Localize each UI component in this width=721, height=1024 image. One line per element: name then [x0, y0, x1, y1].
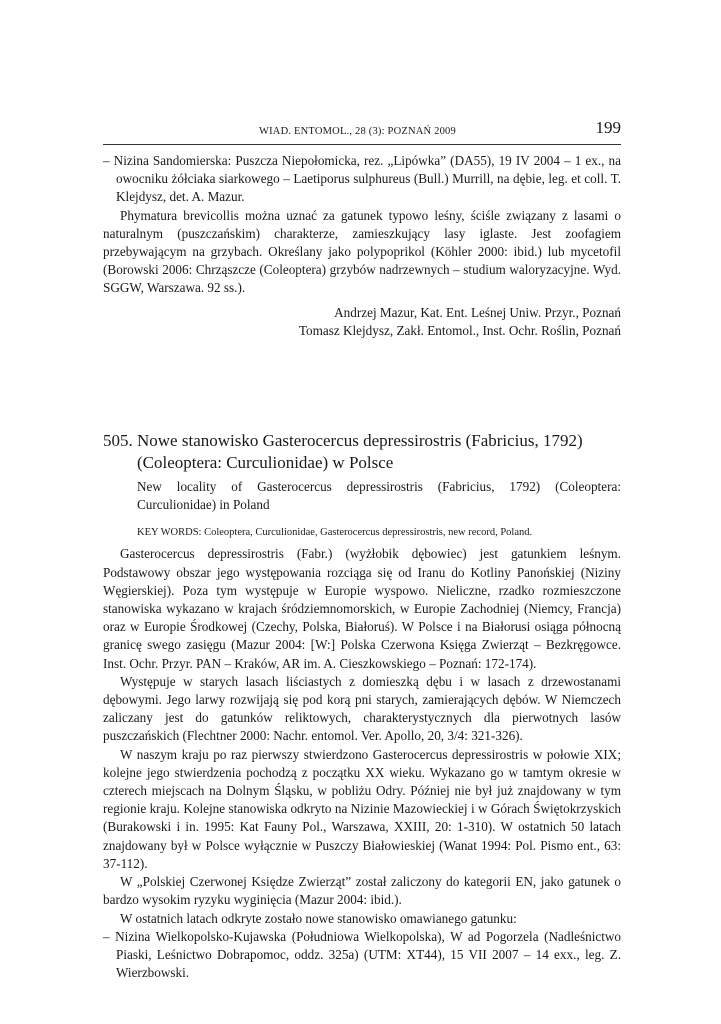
journal-citation: WIAD. ENTOMOL., 28 (3): POZNAŃ 2009 — [259, 126, 456, 137]
page-body — [103, 152, 621, 982]
new-locality-record: – Nizina Wielkopolsko-Kujawska (Południowa Wielkopolska), W ad Pogorzela (Nadleśnictwo Piaski, Leśnictwo Dobrapomoc, oddz. 325a) (UTM: XT44), 15 VII 2007 – 14 exx., leg. Z. Wierzbowski. — [103, 928, 621, 981]
page-number: 199 — [595, 118, 621, 137]
running-header — [103, 118, 621, 142]
paragraph-new-site: W ostatnich latach odkryte zostało nowe stanowisko omawianego gatunku: — [120, 910, 517, 926]
author-line-2: Tomasz Klejdysz, Zakł. Entomol., Inst. Ochr. Roślin, Poznań — [298, 322, 621, 338]
header-rule — [103, 144, 621, 145]
paragraph-habitat: Występuje w starych lasach liściastych z domieszką dębu i w lasach z drzewostanami dębowymi. Jego larwy rozwijają się pod korą pni starych, zamierających dębów. W Niemczech zaliczany jest do gatunków reliktowych, charakterystycznych dla pierwotnych lasów puszczańskich (Flechtner 2000: Nachr. entomol. Ver. Apollo, 20, 3/4: 321-326). — [103, 673, 621, 744]
author-line-1: Andrzej Mazur, Kat. Ent. Leśnej Uniw. Przyr., Poznań — [334, 304, 621, 320]
phymatura-paragraph: Phymatura brevicollis można uznać za gatunek typowo leśny, ściśle związany z lasami o naturalnym (puszczańskim) charakterze, zamieszkujący lasy iglaste. Jest zoofagiem przebywającym na grzybach. Określany jako polypoprikol (Köhler 2000: ibid.) lub mycetofil (Borowski 2006: Chrząszcze (Coleoptera) grzybów nadrzewnych – studium waloryzacyjne. Wyd. SGGW, Warszawa. 92 ss.). — [103, 207, 621, 296]
article-title-english: New locality of Gasterocercus depressirostris (Fabricius, 1792) (Coleoptera: Curculionidae) in Poland — [137, 479, 621, 513]
paragraph-distribution: Gasterocercus depressirostris (Fabr.) (wyżłobik dębowiec) jest gatunkiem leśnym. Podstawowy obszar jego występowania rozciąga się od Iranu do Kotliny Panońskiej (Niziny Węgierskiej). Poza tym występuje w Europie wyspowo. Nieliczne, rzadko rozmieszczone stanowiska wykazano w krajach śródziemnomorskich, w Europie Zachodniej (Niemcy, Francja) oraz w Europie Środkowej (Czechy, Polska, Białoruś). W Polsce i na Białorusi osiąga północną granicę swego zasięgu (Mazur 2004: [W:] Polska Czerwona Księga Zwierząt – Bezkręgowce. Inst. Ochr. Przyr. PAN – Kraków, AR im. A. Cieszkowskiego – Poznań: 172-174). — [103, 546, 621, 671]
paragraph-history: W naszym kraju po raz pierwszy stwierdzono Gasterocercus depressirostris w połowie XIX; kolejne jego stwierdzenia pochodzą z początku XX wieku. Wykazano go w tamtym okresie w czterech miejscach na Dolnym Śląsku, w pobliżu Odry. Później nie był już znajdowany w tym regionie kraju. Kolejne stanowiska odkryto na Nizinie Mazowieckiej i w Górach Świętokrzyskich (Burakowski i in. 1995: Kat Fauny Pol., Warszawa, XXIII, 20: 1-310). W ostatnich 50 latach znajdowany był w Polsce wyłącznie w Puszczy Białowieskiej (Wanat 1994: Pol. Pismo ent., 63: 37-112). — [103, 746, 621, 871]
article-title: 505. Nowe stanowisko Gasterocercus depressirostris (Fabricius, 1792) (Coleoptera: Curculionidae) w Polsce — [103, 431, 583, 473]
paragraph-red-book: W „Polskiej Czerwonej Księdze Zwierząt” został zaliczony do kategorii EN, jako gatunek o bardzo wysokim ryzyku wyginięcia (Mazur 2004: ibid.). — [103, 874, 621, 908]
locality-record-entry: – Nizina Sandomierska: Puszcza Niepołomicka, rez. „Lipówka” (DA55), 19 IV 2004 – 1 ex., na owocniku żółciaka siarkowego – Laetiporus sulphureus (Bull.) Murrill, na dębie, leg. et coll. T. Klejdysz, det. A. Mazur. — [103, 153, 621, 205]
key-words: KEY WORDS: Coleoptera, Curculionidae, Gasterocercus depressirostris, new record, Poland. — [137, 527, 533, 539]
